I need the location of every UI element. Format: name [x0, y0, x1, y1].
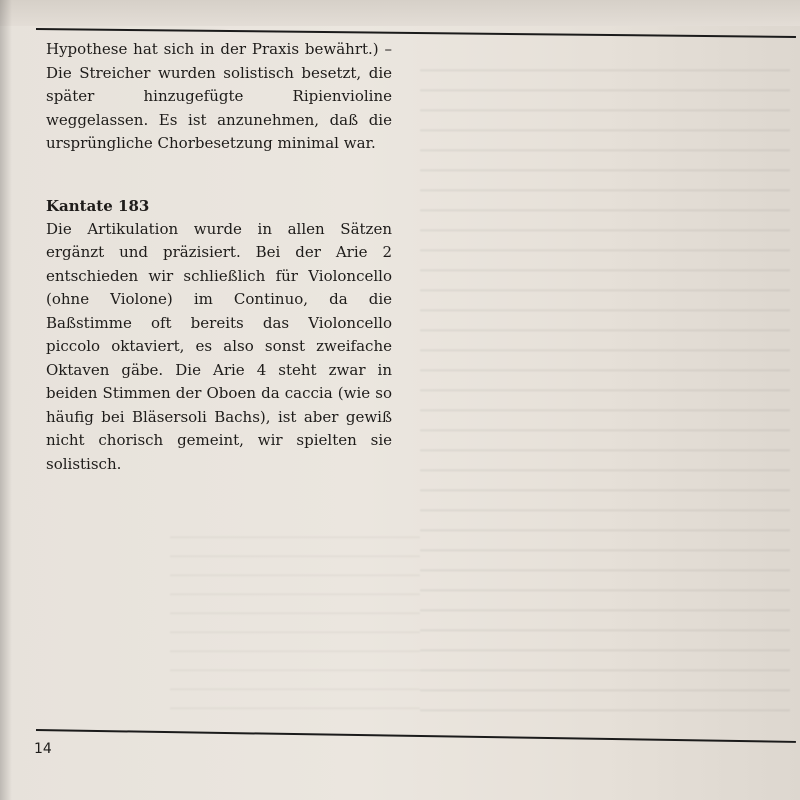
section-heading: Kantate 183: [46, 196, 150, 215]
page-number: 14: [34, 741, 52, 757]
section-spacer: [46, 156, 392, 194]
bleed-through-text-right: [420, 52, 790, 722]
bleed-through-text-lower: [170, 520, 420, 720]
previous-page-edge: [0, 0, 800, 26]
page-shadow: [0, 0, 12, 800]
bottom-rule: [36, 729, 796, 743]
top-rule: [36, 28, 796, 38]
section-body: Die Artikulation wurde in allen Sätzen ergänzt und präzisiert. Bei der Arie 2 entschieden wir schließlich für Violoncello (ohne Violone) im Continuo, da die Baßstimme oft bereits das Violoncello piccolo oktaviert, es also sonst zweifache Oktaven gäbe. Die Arie 4 steht zwar in beiden Stimmen der Oboen da caccia (wie so häufig bei Bläsersoli Bachs), ist aber gewiß nicht chorisch gemeint, wir spielten sie solistisch.: [46, 219, 392, 473]
text-column: [46, 38, 392, 476]
intro-paragraph: Hypothese hat sich in der Praxis bewährt.) – Die Streicher wurden solistisch besetzt, die später hinzugefügte Ripienvioline weggelassen. Es ist anzunehmen, daß die ursprüngliche Chorbesetzung minimal war.: [46, 40, 392, 152]
